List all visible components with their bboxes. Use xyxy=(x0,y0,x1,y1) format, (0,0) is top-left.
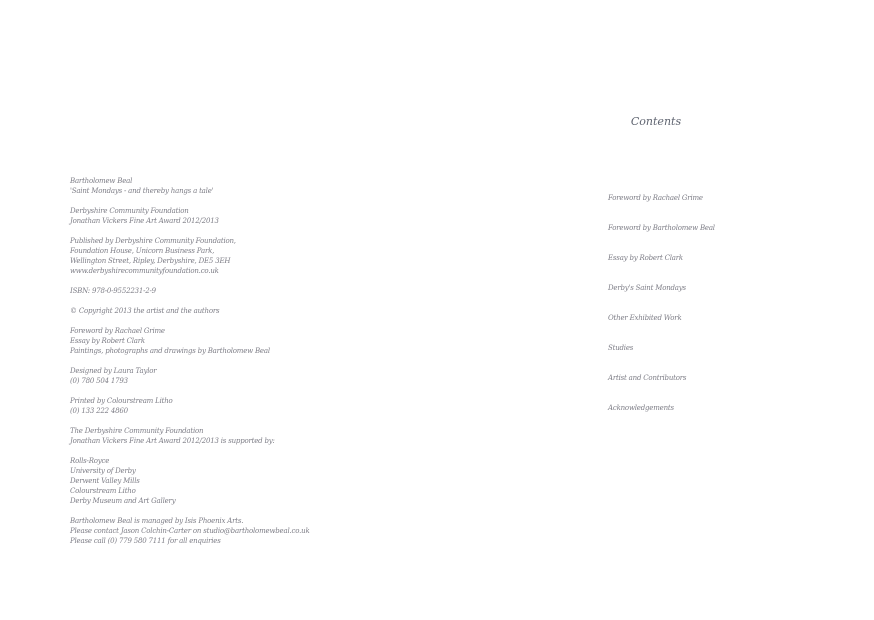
designer-line: Designed by Laura Taylor xyxy=(70,367,157,375)
credit-artworks: Paintings, photographs and drawings by Bartholomew Beal xyxy=(70,347,270,355)
sponsor-item: Colourstream Litho xyxy=(70,487,136,495)
toc-item-studies[interactable]: Studies xyxy=(608,344,634,352)
printer-line: Printed by Colourstream Litho xyxy=(70,397,173,405)
colophon-credits-block xyxy=(70,326,370,356)
support-line-1: The Derbyshire Community Foundation xyxy=(70,427,204,435)
publisher-website: www.derbyshirecommunityfoundation.co.uk xyxy=(70,267,219,275)
credit-essay: Essay by Robert Clark xyxy=(70,337,145,345)
colophon-title-block xyxy=(70,176,370,196)
artist-name: Bartholomew Beal xyxy=(70,177,133,185)
publisher-line: Published by Derbyshire Community Foundation, xyxy=(70,237,236,245)
sponsor-item: Rolls-Royce xyxy=(70,457,110,465)
printer-phone: (0) 133 222 4860 xyxy=(70,407,128,415)
toc-item-artist-and-contributors[interactable]: Artist and Contributors xyxy=(608,374,687,382)
management-line: Bartholomew Beal is managed by Isis Phoenix Arts. xyxy=(70,517,244,525)
address-line-2: Wellington Street, Ripley, Derbyshire, DE5 3EH xyxy=(70,257,231,265)
table-of-contents xyxy=(608,193,715,433)
address-line-1: Foundation House, Unicorn Business Park, xyxy=(70,247,215,255)
toc-item-foreword-bartholomew-beal[interactable]: Foreword by Bartholomew Beal xyxy=(608,224,715,232)
designer-phone: (0) 780 504 1793 xyxy=(70,377,128,385)
colophon-sponsors-block xyxy=(70,456,370,506)
sponsor-item: Derwent Valley Mills xyxy=(70,477,140,485)
colophon-designer-block xyxy=(70,366,370,386)
foundation-name: Derbyshire Community Foundation xyxy=(70,207,189,215)
copyright-line: © Copyright 2013 the artist and the authors xyxy=(70,307,220,315)
contact-phone-line: Please call (0) 779 580 7111 for all enquiries xyxy=(70,537,221,545)
colophon-copyright-block xyxy=(70,306,370,316)
toc-item-derbys-saint-mondays[interactable]: Derby's Saint Mondays xyxy=(608,284,686,292)
sponsor-item: University of Derby xyxy=(70,467,136,475)
support-line-2: Jonathan Vickers Fine Art Award 2012/2013 is supported by: xyxy=(70,437,275,445)
sponsor-item: Derby Museum and Art Gallery xyxy=(70,497,176,505)
isbn-line: ISBN: 978-0-9552231-2-9 xyxy=(70,287,156,295)
colophon xyxy=(70,176,370,556)
toc-item-other-exhibited-work[interactable]: Other Exhibited Work xyxy=(608,314,682,322)
credit-foreword: Foreword by Rachael Grime xyxy=(70,327,165,335)
colophon-isbn-block xyxy=(70,286,370,296)
colophon-support-block xyxy=(70,426,370,446)
contact-email-line: Please contact Jason Colchin-Carter on studio@bartholomewbeal.co.uk xyxy=(70,527,310,535)
colophon-publisher-block xyxy=(70,236,370,276)
toc-item-acknowledgements[interactable]: Acknowledgements xyxy=(608,404,674,412)
book-title: 'Saint Mondays - and thereby hangs a tale' xyxy=(70,187,214,195)
colophon-award-block xyxy=(70,206,370,226)
colophon-contact-block xyxy=(70,516,370,546)
toc-item-essay-robert-clark[interactable]: Essay by Robert Clark xyxy=(608,254,683,262)
colophon-printer-block xyxy=(70,396,370,416)
toc-item-foreword-rachael-grime[interactable]: Foreword by Rachael Grime xyxy=(608,194,703,202)
contents-heading: Contents xyxy=(630,115,682,128)
award-name: Jonathan Vickers Fine Art Award 2012/2013 xyxy=(70,217,219,225)
